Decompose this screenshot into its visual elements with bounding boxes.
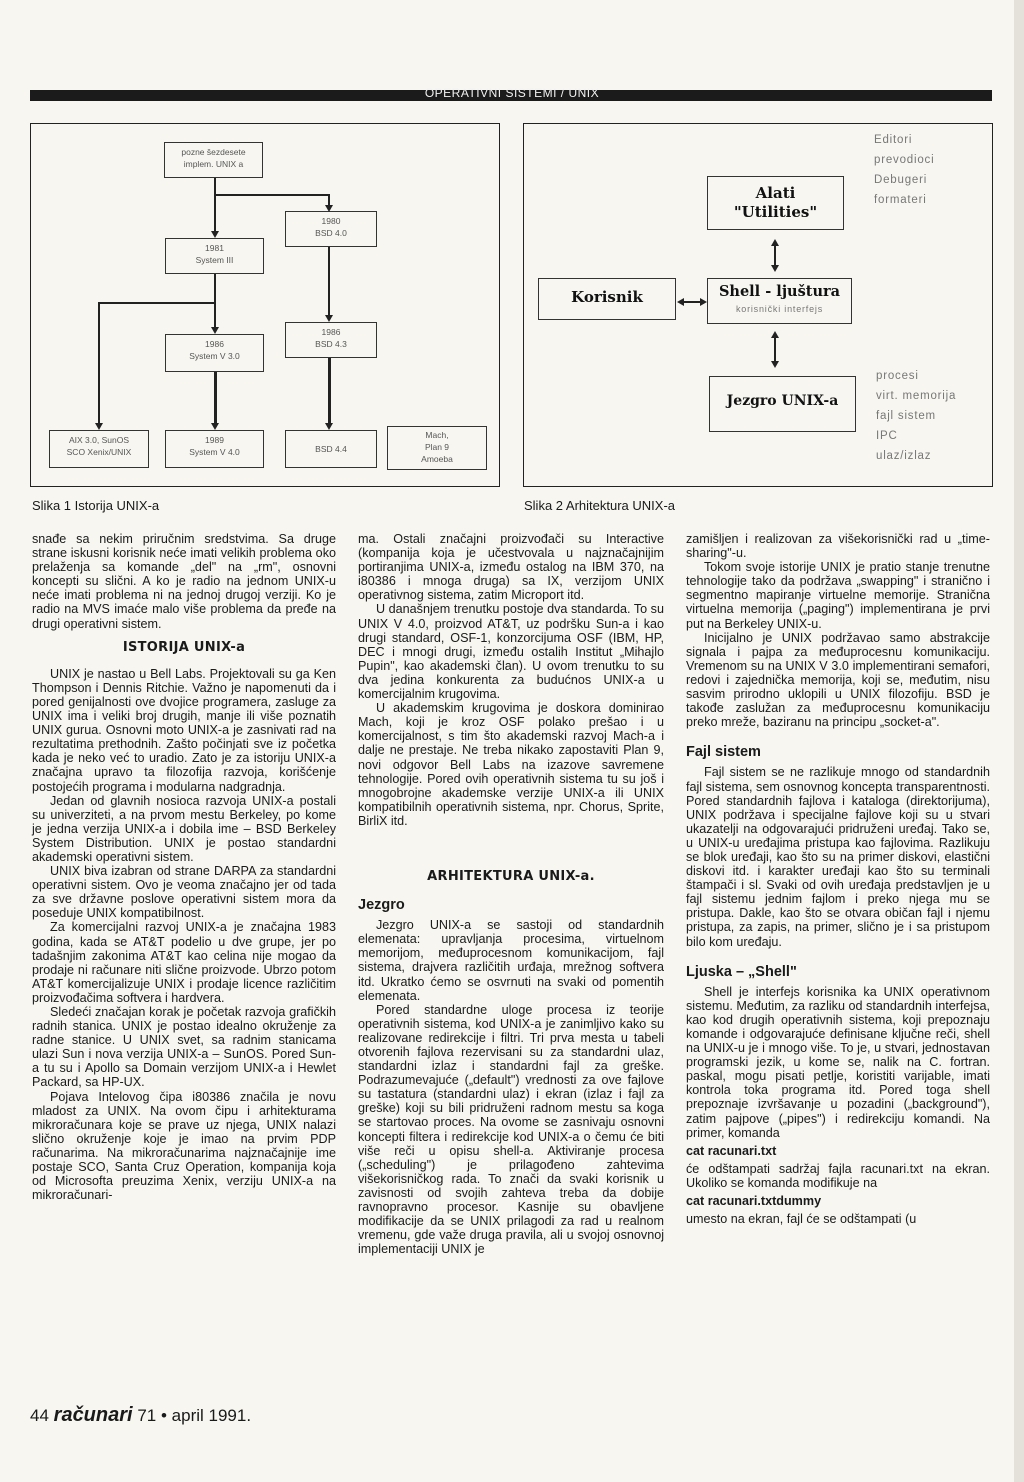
kernel-components-list: procesi virt. memorija fajl sistem IPC ulaz/izlaz	[876, 370, 957, 462]
line-down-to-aix	[98, 302, 100, 424]
command-example-2: cat racunari.txtdummy	[686, 1194, 822, 1209]
arrow-down-kernel	[771, 361, 779, 368]
line-branch-to-bsd	[214, 194, 330, 196]
box-mach-plan9-amoeba: Mach, Plan 9 Amoeba	[387, 426, 487, 470]
paragraph: Jezgro UNIX-a se sastoji od standardnih elemenata: upravljanja procesima, virtuelnom memorijom, međuprocesnom komunikacijom, fajl sistema, drajvera različitih urđaja, mrežnog softvera itd. Ukratko ćemo se osvrnuti na svaki od pomentih elemenata.	[358, 918, 664, 1003]
paragraph: Pojava Intelovog čipa i80386 značila je novu mladost za UNIX. Na ovom čipu i arhitekturama mikroračunara koje se prave uz njega, UNIX nalazi slično okruženje koje je imao na prvim PDP računarima. Na mikroračunarima najznačajnije ime postaje SCO, Santa Cruz Operation, kompanija koja od Microsofta preuzima Xenix, verziju UNIX-a na mikroračunari-	[32, 1089, 336, 1203]
arrow-to-sysv40	[211, 423, 219, 430]
heading-jezgro: Jezgro	[358, 897, 405, 914]
box-korisnik: Korisnik	[538, 278, 676, 320]
page-footer	[30, 1404, 251, 1427]
paragraph: zamišljen i realizovan za višekorisnički rad u „time-sharing"-u.	[686, 532, 990, 561]
paragraph: Za komercijalni razvoj UNIX-a je značajna 1983 godina, kada se AT&T podelio u dve grupe, jer po tadašnjim zakonima AT&T kao celina nije mogao da prodaje ni računare niti slične proizvode. Ubrzo potom AT&T komercijalizuje UNIX i prodaje licence različitim proizvođačima softvera i hardvera.	[32, 920, 336, 1005]
text-column-1	[32, 532, 336, 1202]
line-sysv30-to-sysv40	[214, 372, 217, 424]
page-edge-shadow	[1014, 0, 1024, 1482]
paragraph: Jedan od glavnih nosioca razvoja UNIX-a postali su univerziteti, a na prvom mestu Berkeley, po kome je jedna verzija UNIX-a i dobila ime – BSD Berkeley System Distribution. UNIX je postao standardni akademski operativni sistem.	[32, 793, 336, 864]
paragraph: umesto na ekran, fajl će se odštampati (u	[686, 1212, 917, 1227]
arrow-to-sysv30	[211, 327, 219, 334]
paragraph: Fajl sistem se ne razlikuje mnogo od standardnih fajl sistema, sem osnovnog koncepta transparentnosti. Pored standardnih fajlova i kataloga (direktorijuma), UNIX podržava i specijalne fajlove koji su u stvari ukazatelji na odgovarajući pridruženi uređaj. Tako se, u UNIX-u uređajima pristupa kao fajlovima. Razlikuju se blok uređaji, kao što su na primer diskovi, elastični diskovi itd. i karakter uređaji kao što su terminali štampači i sl. Svaki od ovih uređaja predstavljen je u fajl sistemu jednim fajlom i preko njega mu se pristupa. Dakle, kao što se otvara običan fajl i njemu pristupa, za zapis, na primer, slično je i sa pristupom bilo kom uređaju.	[686, 765, 990, 949]
paragraph: snađe sa nekim priručnim sredstvima. Sa druge strane iskusni korisnik neće imati velikih problema oko prelaženja sa komande „del" na „rm", osnovni koncepti su slični. A ko je radio na jednom UNIX-u neće imati problema ni na jednoj drugoj verziji. Ko je radio na MVS imaće malo više problema da pređe na drugi operativni sistem.	[32, 532, 336, 631]
heading-arhitektura: ARHITEKTURA UNIX-a.	[427, 868, 595, 884]
page-number: 44	[30, 1406, 49, 1425]
text-column-2	[358, 532, 664, 1256]
box-kernel: Jezgro UNIX-a	[709, 376, 856, 432]
figure2-architecture-frame	[523, 123, 993, 487]
line-branch-left	[98, 302, 216, 304]
paragraph: Sledeći značajan korak je početak razvoja grafičkih radnih stanica. UNIX je postao idealno okruženje za radne stanice. U UNIX svet, sa radnim stanicama ulazi Sun i nova verzija UNIX-a – SunOS. Pored Sun-a tu su i Apollo sa Domain verzijom UNIX-a i Hewlet Packard, sa HP-UX.	[32, 1005, 336, 1090]
box-bsd-4-0: 1980 BSD 4.0	[285, 211, 377, 247]
paragraph: U današnjem trenutku postoje dva standarda. To su UNIX V 4.0, proizvod AT&T, uz podršku Sun-a i kao drugi standard, OSF-1, konzorcijuma OSF (IBM, HP, DEC i mnogi drugi, između ostalih Institut „Mihajlo Pupin", kao akademski član). U ovom trenutku to su dva jedina konkurenta za budućnos UNIX-a u komercijalnim krugovima.	[358, 602, 664, 702]
arrow-down-shell	[771, 265, 779, 272]
paragraph: UNIX je nastao u Bell Labs. Projektovali su ga Ken Thompson i Dennis Ritchie. Važno je napomenuti da i pored genijalnosti ove dvojice programera, zasluge za UNIX ima i veliki broj drugih, manje ili više poznatih UNIX gurua. Osnovni moto UNIX-a je zasnivati rad na rezultatima prethodnih. Zašto počinjati sve iz početka kada je neko već to uradio. Zato je za istoriju UNIX-a značajna upravo ta filozofija razvoja, korišćenje postojećih programa i modularna nadgradnja.	[32, 666, 336, 794]
paragraph: UNIX biva izabran od strane DARPA za standardni operativni sistem. Ovo je veoma značajno jer od tada za sve državne poslove operativni sistem mora da poseduje UNIX kompatibilnost.	[32, 864, 336, 921]
command-example-1: cat racunari.txt	[686, 1143, 777, 1158]
paragraph: ma. Ostali značajni proizvođači su Interactive (kompanija koja je učestvovala u najznačajnijim portiranjima UNIX-a, između ostalog na IBM 370, na i80386 i mnoga druga) sa IX, verzijom UNIX operativnog sistema, zatim Microport itd.	[358, 532, 664, 603]
issue-date: april 1991.	[171, 1406, 252, 1425]
line-user-shell	[683, 301, 700, 303]
line-bsd43-to-bsd44	[328, 358, 331, 424]
figure1-history-frame	[30, 123, 500, 487]
box-shell: Shell - ljuštura korisnički interfejs	[707, 278, 852, 324]
paragraph: Pored standardne uloge procesa iz teorije operativnih sistema, kod UNIX-a je zanimljivo kako su realizovane redirekcije i filtri. Tri prva mesta u tabeli otvorenih fajlova rezervisani su za standardni ulaz, standardni izlaz i standardni fajl za greške. Podrazumevajuće („default") vrednosti za ove fajlove su tastatura (standardni ulaz) i ekran (izlaz i fajl za greške) koji su bili pridruženi radnom mestu sa koga se startovao proces. Na ovome se zasnivaju osnovni koncepti filtera i redirekcije kod UNIX-a o čemu će biti više reči u opisu shell-a. Aktiviranje procesa („scheduling") je prilagođeno zahtevima višekorisničkog rada. To znači da svaki korisnik u zavisnosti od svojih zahteva treba da dobije ravnopravno procesor. Kasnije su obavljene modifikacije da se UNIX prilagodi za rad u realnom vremenu, gde važe druga pravila, ali u svojoj osnovnoj implementaciji UNIX je	[358, 1002, 664, 1257]
box-late-sixties: pozne šezdesete implem. UNIX a	[164, 142, 263, 178]
paragraph: U akademskim krugovima je doskora dominirao Mach, koji je kroz OSF polako prešao i u komercijalnost, s tim što akademski razvoj Mach-a i dalje ne prestaje. Ne treba nikako zapostaviti Plan 9, novi odgovor Bell Labs na izazove savremene tehnologije. Pored ovih operativnih sistema tu su još i mnogobrojne akademske verzije UNIX-a ili UNIX kompatibilnih operativnih sistema, npr. Chorus, Sprite, BirliX itd.	[358, 701, 664, 828]
figure2-caption: Slika 2 Arhitektura UNIX-a	[524, 498, 676, 513]
heading-ljuska: Ljuska – „Shell"	[686, 963, 797, 980]
heading-fajl-sistem: Fajl sistem	[686, 744, 761, 761]
figure1-caption: Slika 1 Istorija UNIX-a	[32, 498, 160, 513]
text-column-3	[686, 532, 990, 1226]
paragraph: Shell je interfejs korisnika ka UNIX operativnom sistemu. Međutim, za razliku od standardnih interfejsa, kao kod drugih operativnih sistema, koji prepoznaju komande i odgovarajuće definisane ključne reči, shell na UNIX-u je i mnogo više. To je, u stvari, jednostavan programski jezik, u kome se, nalik na C. fortran. paskal, mogu pisati petlje, koristiti varijable, imati kontrola toka programa itd. Pored toga shell prepoznaje izvršavanje u pozadini („background"), zatim pajpove („pipes") i redirekciju komandi. Na primer, komanda	[686, 984, 990, 1140]
issue-number: 71	[137, 1406, 157, 1425]
box-system-iii: 1981 System III	[165, 238, 264, 274]
box-system-v-4-0: 1989 System V 4.0	[165, 430, 264, 468]
box-aix-sunos-xenix: AIX 3.0, SunOS SCO Xenix/UNIX	[49, 430, 149, 468]
paragraph: Inicijalno je UNIX podržavao samo abstrakcije signala i pajpa za međuprocesnu komunikaciju. Vremenom su na UNIX V 3.0 implementirani semafori, redovi i zajednička memorija, koji se, međutim, nisu sasvim prirodno uklopili u UNIX filozofiju. BSD je takođe zaslužan za međuprocesnu komunikaciju preko mreže, baziranu na principu „socket-a".	[686, 630, 990, 730]
line-bsd40-to-bsd43	[328, 247, 330, 316]
line-late60-to-sys3	[214, 178, 216, 232]
line-utilities-shell	[774, 244, 776, 266]
arrow-to-sys3	[211, 231, 219, 238]
section-header-title: OPERATIVNI SISTEMI / UNIX	[424, 86, 600, 100]
box-utilities: Alati "Utilities"	[707, 176, 844, 230]
paragraph: Tokom svoje istorije UNIX je pratio stanje trenutne tehnologije tako da podržava „swapping" i straničnо i segmentno mapiranje virtuelne memorije. Stranična virtuelna memorija („paging") implementirana je prvi put na Berkeley UNIX-u.	[686, 560, 990, 631]
line-shell-kernel	[774, 336, 776, 362]
bullet-separator: •	[160, 1406, 167, 1425]
arrow-to-aix	[95, 423, 103, 430]
arrow-right-shell	[700, 298, 707, 306]
tools-list: Editori prevodioci Debugeri formateri	[874, 134, 935, 206]
heading-istorija: ISTORIJA UNIX-a	[122, 639, 246, 655]
paragraph: će odštampati sadržaj fajla racunari.txt na ekran. Ukoliko se komanda modifikuje na	[686, 1161, 990, 1190]
box-bsd-4-3: 1986 BSD 4.3	[285, 322, 377, 358]
arrow-to-bsd43	[325, 315, 333, 322]
arrow-to-bsd40	[325, 205, 333, 212]
magazine-logo: računari	[53, 1404, 133, 1426]
line-sys3-to-sysv30	[214, 274, 216, 328]
arrow-to-bsd44	[325, 423, 333, 430]
box-system-v-3-0: 1986 System V 3.0	[165, 334, 264, 372]
box-bsd-4-4: BSD 4.4	[285, 430, 377, 468]
